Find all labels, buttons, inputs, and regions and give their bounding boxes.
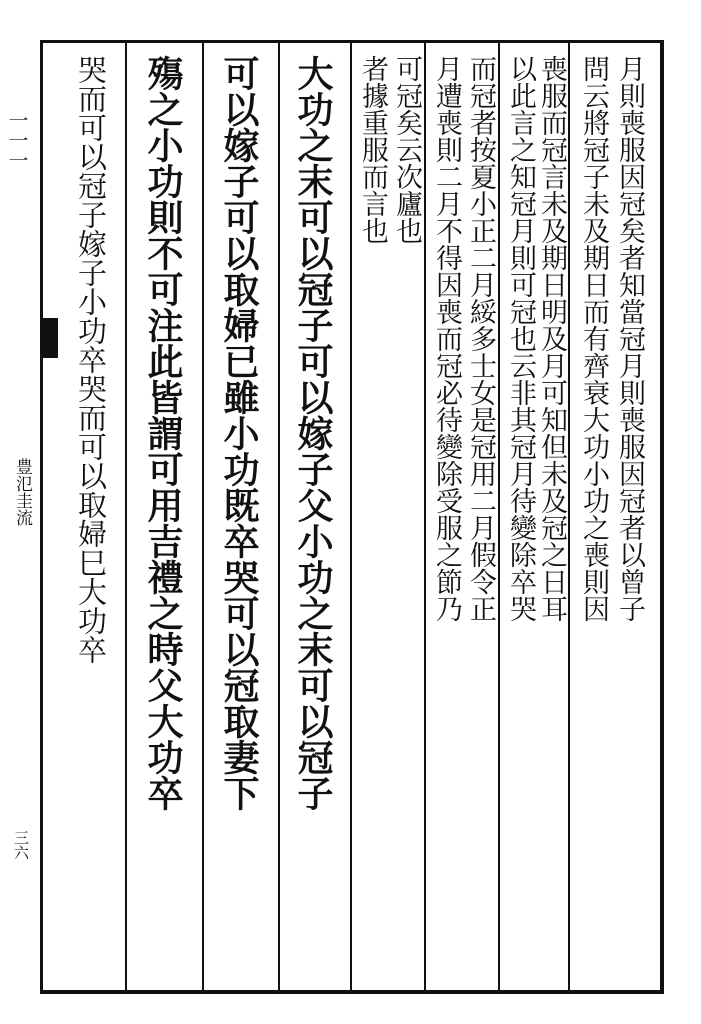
margin-book-title: 豊氾圭流 (12, 458, 32, 526)
column-rule (125, 43, 127, 990)
margin-page-number: 三六 (12, 830, 30, 860)
column-rule (202, 43, 204, 990)
text-column: 者據重服而言也 (357, 55, 388, 244)
text-column: 問云將冠子未及期日而有齊衰大功小功之喪則因 (578, 55, 609, 622)
text-column: 以此言之知冠月則可冠也云非其冠月待變除卒哭 (505, 55, 536, 622)
column-rule (498, 43, 500, 990)
text-column: 哭而可以冠子嫁子小功卒哭而可以取婦巳大功卒 (74, 55, 108, 664)
text-column: 可冠矣云次廬也 (391, 55, 422, 244)
column-rule (424, 43, 426, 990)
text-column: 而冠者按夏小正二月綏多士女是冠用二月假令正 (465, 55, 496, 622)
column-rule (350, 43, 352, 990)
border-right (660, 40, 664, 994)
main-text-column: 大功之末可以冠子可以嫁子父小功之末可以冠子 (292, 55, 334, 811)
border-left (40, 40, 43, 994)
fish-tail-mark (40, 318, 58, 358)
border-bottom (40, 990, 662, 994)
text-column: 月遭喪則二月不得因喪而冠必待變除受服之節乃 (431, 55, 462, 622)
text-column: 喪服而冠言未及期日明及月可知但未及冠之日耳 (536, 55, 567, 622)
column-rule (568, 43, 570, 990)
text-column: 月則喪服因冠矣者知當冠月則喪服因冠者以曾子 (614, 55, 645, 622)
page-margin (0, 40, 40, 994)
main-text-column: 殤之小功則不可注此皆謂可用吉禮之時父大功卒 (142, 55, 184, 811)
main-text-column: 可以嫁子可以取婦已雖小功既卒哭可以冠取妻下 (218, 55, 260, 811)
column-rule (278, 43, 280, 990)
margin-marks: 一一一 (5, 110, 29, 170)
